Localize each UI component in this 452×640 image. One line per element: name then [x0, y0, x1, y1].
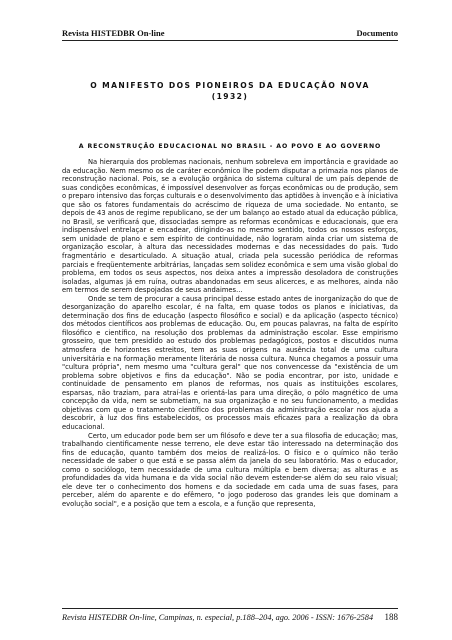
- journal-name: Revista HISTEDBR On-line: [62, 28, 165, 38]
- article-body: [62, 158, 398, 508]
- article-subtitle: A RECONSTRUÇÃO EDUCACIONAL NO BRASIL - AO POVO E AO GOVERNO: [78, 143, 382, 150]
- body-paragraph: Certo, um educador pode bem ser um filósofo e deve ter a sua filosofia de educação; mas, trabalhando cientificamente nesse terreno, ele deve estar tão interessado na determinação dos fins de educação, quanto também dos meios de realizá-los. O físico e o químico não terão necessidade de saber o que está e se passa além da janela do seu laboratório. Mas o educador, como o sociólogo, tem necessidade de uma cultura múltipla e bem diversa; as alturas e as profundidades da vida humana e da vida social não devem estender-se além do seu raio visual; ele deve ter o conhecimento dos homens e da sociedade em cada uma de suas fases, para perceber, além do aparente e do efêmero, "o jogo poderoso das grandes leis que dominam a evolução social", e a posição que tem a escola, e a função que representa,: [62, 431, 398, 508]
- running-header: [62, 28, 398, 38]
- body-paragraph: Onde se tem de procurar a causa principal desse estado antes de inorganização do que de desorganização do aparelho escolar, é na falta, em quase todos os planos e iniciativas, da determinação dos fins de educação (aspecto filosófico e social) e da aplicação (aspecto técnico) dos métodos científicos aos problemas de educação. Ou, em poucas palavras, na falta de espírito filosófico e científico, na resolução dos problemas da administração escolar. Esse empirismo grosseiro, que tem presidido ao estudo dos problemas pedagógicos, postos e discutidos numa atmosfera de horizontes estreitos, tem as suas origens na ausência total de uma cultura universitária e na formação meramente literária de nossa cultura. Nunca chegamos a possuir uma "cultura própria", nem mesmo uma "cultura geral" que nos convencesse da "existência de um problema sobre objetivos e fins da educação". Não se podia encontrar, por isto, unidade e continuidade de pensamento em planos de reformas, nos quais as instituições escolares, esparsas, não traziam, para atraí-las e orientá-las para uma direção, o pólo magnético de uma concepção da vida, nem se submetiam, na sua organização e no seu funcionamento, a medidas objetivas com que o tratamento científico dos problemas da administração escolar nos ajuda a descobrir, à luz dos fins estabelecidos, os processos mais eficazes para a realização da obra educacional.: [62, 294, 398, 431]
- header-divider: [62, 40, 398, 41]
- footer-divider: [62, 608, 398, 609]
- article-title-line: O MANIFESTO DOS PIONEIROS DA EDUCAÇÃO NOVA: [90, 81, 370, 90]
- running-footer: [62, 612, 398, 622]
- body-paragraph: Na hierarquia dos problemas nacionais, nenhum sobreleva em importância e gravidade ao da educação. Nem mesmo os de caráter econômico lhe podem disputar a primazia nos planos de reconstrução nacional. Pois, se a evolução orgânica do sistema cultural de um país depende de suas condições econômicas, é impossível desenvolver as forças econômicas ou de produção, sem o preparo intensivo das forças culturais e o desenvolvimento das aptidões à invenção e à iniciativa que são os fatores fundamentais do acréscimo de riqueza de uma sociedade. No entanto, se depois de 43 anos de regime republicano, se der um balanço ao estado atual da educação pública, no Brasil, se verificará que, dissociadas sempre as reformas econômicas e educacionais, que era indispensável entrelaçar e encadear, dirigindo-as no mesmo sentido, todos os nossos esforços, sem unidade de plano e sem espírito de continuidade, não lograram ainda criar um sistema de organização escolar, à altura das necessidades modernas e das necessidades do país. Tudo fragmentário e desarticulado. A situação atual, criada pela sucessão periódica de reformas parciais e freqüentemente arbitrárias, lançadas sem solidez econômica e sem uma visão global do problema, em todos os seus aspectos, nos deixa antes a impressão desoladora de construções isoladas, algumas já em ruína, outras abandonadas em seus alicerces, e as melhores, ainda não em termos de serem despojadas de seus andaimes...: [62, 158, 398, 295]
- article-title: [62, 80, 398, 102]
- page-number: 188: [384, 612, 398, 622]
- footer-citation: Revista HISTEDBR On-line, Campinas, n. especial, p.188–204, ago. 2006 - ISSN: 1676-2584: [62, 613, 374, 622]
- article-title-year: (1932): [211, 92, 249, 101]
- section-label: Documento: [356, 28, 398, 38]
